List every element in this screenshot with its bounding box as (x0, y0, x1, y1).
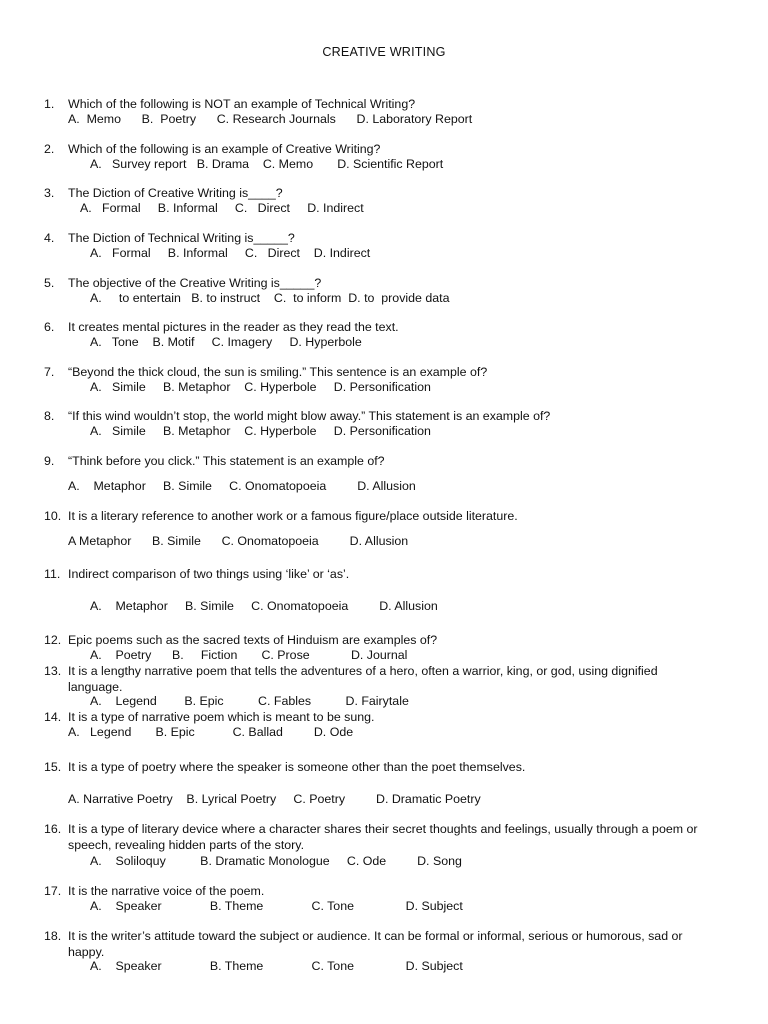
question-number: 16. (44, 822, 62, 836)
question-number: 15. (44, 760, 62, 774)
question-number: 14. (44, 710, 62, 724)
question-text: It is a literary reference to another work or a famous figure/place outside literature. (68, 509, 518, 523)
question-number: 9. (44, 454, 55, 468)
question-text: It is a lengthy narrative poem that tells the adventures of a hero, often a warrior, king, or god, using dignified language. (68, 664, 658, 694)
question-text: It is the narrative voice of the poem. (68, 884, 265, 898)
page-title: CREATIVE WRITING (322, 45, 446, 59)
question-number: 17. (44, 884, 62, 898)
answer-options: A. Survey report B. Drama C. Memo D. Scientific Report (90, 157, 444, 171)
answer-options: A. Simile B. Metaphor C. Hyperbole D. Personification (90, 424, 431, 438)
answer-options: A. Memo B. Poetry C. Research Journals D. Laboratory Report (68, 112, 473, 126)
question-text: Indirect comparison of two things using ‘like’ or ‘as’. (68, 567, 350, 581)
answer-options: A Metaphor B. Simile C. Onomatopoeia D. Allusion (68, 534, 409, 548)
question-number: 18. (44, 929, 62, 943)
answer-options: A. Formal B. Informal C. Direct D. Indirect (80, 201, 364, 215)
question-text: The Diction of Technical Writing is_____? (68, 231, 295, 245)
question-number: 1. (44, 97, 55, 111)
question-number: 4. (44, 231, 55, 245)
question-text: It is a type of narrative poem which is meant to be sung. (68, 710, 375, 724)
question-number: 12. (44, 633, 62, 647)
question-text: It is the writer’s attitude toward the subject or audience. It can be formal or informal, serious or humorous, sad or happy. (68, 929, 683, 959)
answer-options: A. Formal B. Informal C. Direct D. Indirect (90, 246, 371, 260)
question-number: 8. (44, 409, 55, 423)
question-text: “Beyond the thick cloud, the sun is smiling.” This sentence is an example of? (68, 365, 488, 379)
answer-options: A. Tone B. Motif C. Imagery D. Hyperbole (90, 335, 362, 349)
answer-options: A. Speaker B. Theme C. Tone D. Subject (90, 959, 463, 973)
answer-options: A. Poetry B. Fiction C. Prose D. Journal (90, 648, 408, 662)
question-number: 2. (44, 142, 55, 156)
question-number: 5. (44, 276, 55, 290)
answer-options: A. to entertain B. to instruct C. to inform D. to provide data (90, 291, 450, 305)
question-number: 11. (44, 567, 61, 581)
question-text: It is a type of literary device where a character shares their secret thoughts and feelings, usually through a poem or speech, revealing hidden parts of the story. (68, 822, 698, 852)
answer-options: A. Narrative Poetry B. Lyrical Poetry C. Poetry D. Dramatic Poetry (68, 792, 481, 806)
answer-options: A. Legend B. Epic C. Fables D. Fairytale (90, 694, 409, 708)
question-text: “If this wind wouldn’t stop, the world might blow away.” This statement is an example of? (68, 409, 551, 423)
answer-options: A. Metaphor B. Simile C. Onomatopoeia D. Allusion (68, 479, 416, 493)
answer-options: A. Legend B. Epic C. Ballad D. Ode (68, 725, 354, 739)
question-number: 3. (44, 186, 55, 200)
question-text: The Diction of Creative Writing is____? (68, 186, 283, 200)
question-text: “Think before you click.” This statement is an example of? (68, 454, 385, 468)
question-text: Which of the following is NOT an example of Technical Writing? (68, 97, 416, 111)
question-text: It creates mental pictures in the reader as they read the text. (68, 320, 399, 334)
question-number: 7. (44, 365, 55, 379)
question-number: 13. (44, 664, 62, 678)
question-text: Epic poems such as the sacred texts of Hinduism are examples of? (68, 633, 438, 647)
answer-options: A. Simile B. Metaphor C. Hyperbole D. Personification (90, 380, 431, 394)
answer-options: A. Speaker B. Theme C. Tone D. Subject (90, 899, 463, 913)
question-number: 6. (44, 320, 55, 334)
question-text: Which of the following is an example of Creative Writing? (68, 142, 381, 156)
answer-options: A. Metaphor B. Simile C. Onomatopoeia D. Allusion (90, 599, 438, 613)
question-number: 10. (44, 509, 62, 523)
answer-options: A. Soliloquy B. Dramatic Monologue C. Ode D. Song (90, 854, 462, 868)
question-text: It is a type of poetry where the speaker is someone other than the poet themselves. (68, 760, 526, 774)
question-text: The objective of the Creative Writing is_____? (68, 276, 322, 290)
